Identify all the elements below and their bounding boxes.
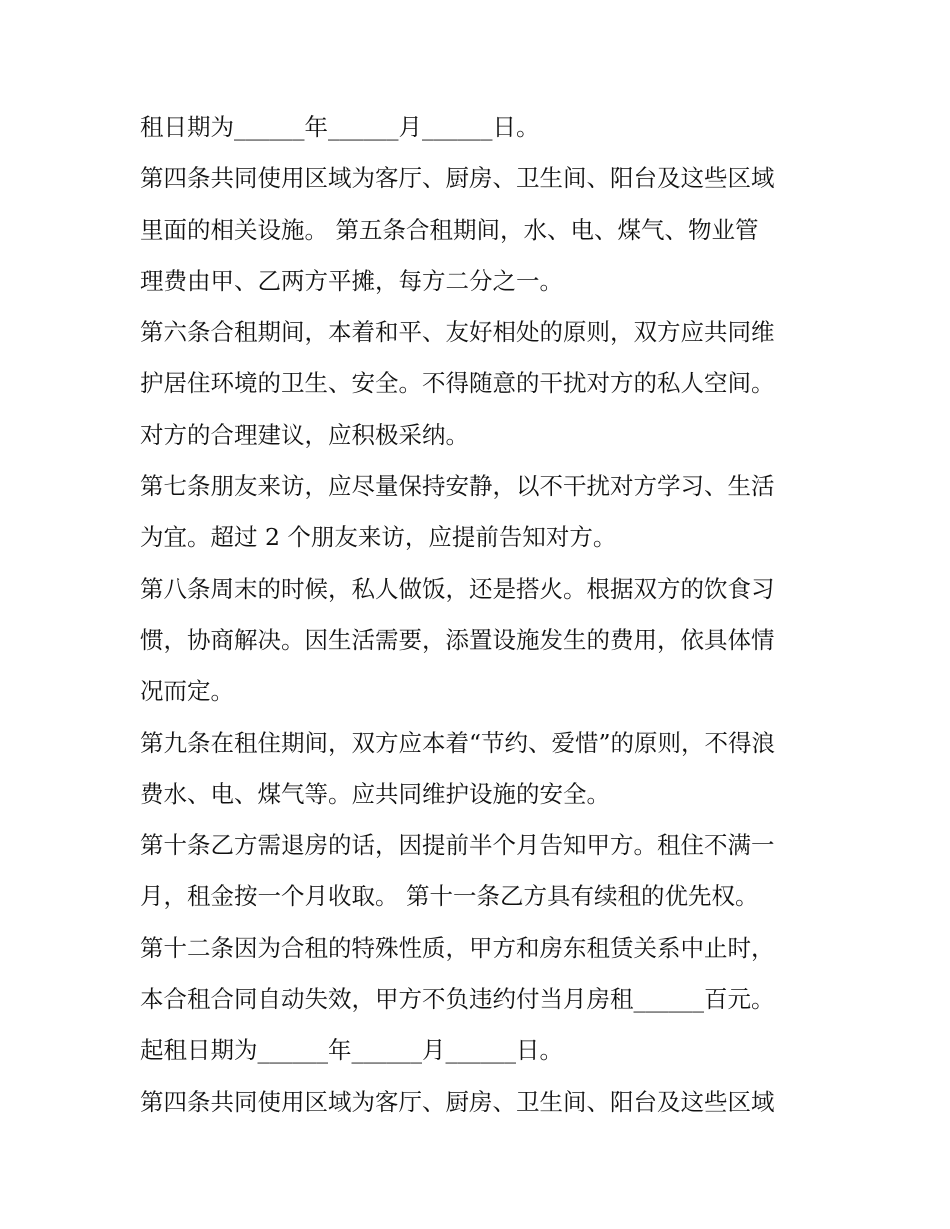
text-line: 租日期为______年______月______日。: [140, 113, 540, 141]
text-line: 第十条乙方需退房的话，因提前半个月告知甲方。租住不满一: [140, 831, 775, 860]
text-line: 本合租合同自动失效，甲方不负违约付当月房租______百元。: [140, 985, 775, 1014]
text-line: 第九条在租住期间，双方应本着“节约、爱惜”的原则，不得浪: [140, 728, 776, 757]
text-line: 第十二条因为合租的特殊性质，甲方和房东租赁关系中止时，: [140, 933, 775, 962]
text-line: 护居住环境的卫生、安全。不得随意的干扰对方的私人空间。: [140, 369, 775, 398]
text-line: 月，租金按一个月收取。 第十一条乙方具有续租的优先权。: [140, 882, 759, 911]
text-line: 对方的合理建议，应积极采纳。: [140, 420, 469, 449]
text-line: 第四条共同使用区域为客厅、厨房、卫生间、阳台及这些区域: [140, 1087, 775, 1116]
text-line: 费水、电、煤气等。应共同维护设施的安全。: [140, 779, 610, 808]
text-line: 第六条合租期间，本着和平、友好相处的原则，双方应共同维: [140, 318, 775, 347]
text-line: 为宜。超过 2 个朋友来访，应提前告知对方。: [140, 523, 617, 552]
text-line: 起租日期为______年______月______日。: [140, 1036, 563, 1065]
text-line: 况而定。: [140, 677, 234, 706]
text-line: 第七条朋友来访，应尽量保持安静，以不干扰对方学习、生活: [140, 472, 775, 501]
text-line: 理费由甲、乙两方平摊，每方二分之一。: [140, 266, 563, 295]
text-line: 惯，协商解决。因生活需要，添置设施发生的费用，依具体情: [140, 625, 775, 654]
document-body: [140, 102, 820, 1128]
text-line: 第八条周末的时候，私人做饭，还是搭火。根据双方的饮食习: [140, 574, 775, 603]
text-line: 里面的相关设施。 第五条合租期间，水、电、煤气、物业管: [140, 215, 759, 244]
text-line: 第四条共同使用区域为客厅、厨房、卫生间、阳台及这些区域: [140, 164, 775, 193]
